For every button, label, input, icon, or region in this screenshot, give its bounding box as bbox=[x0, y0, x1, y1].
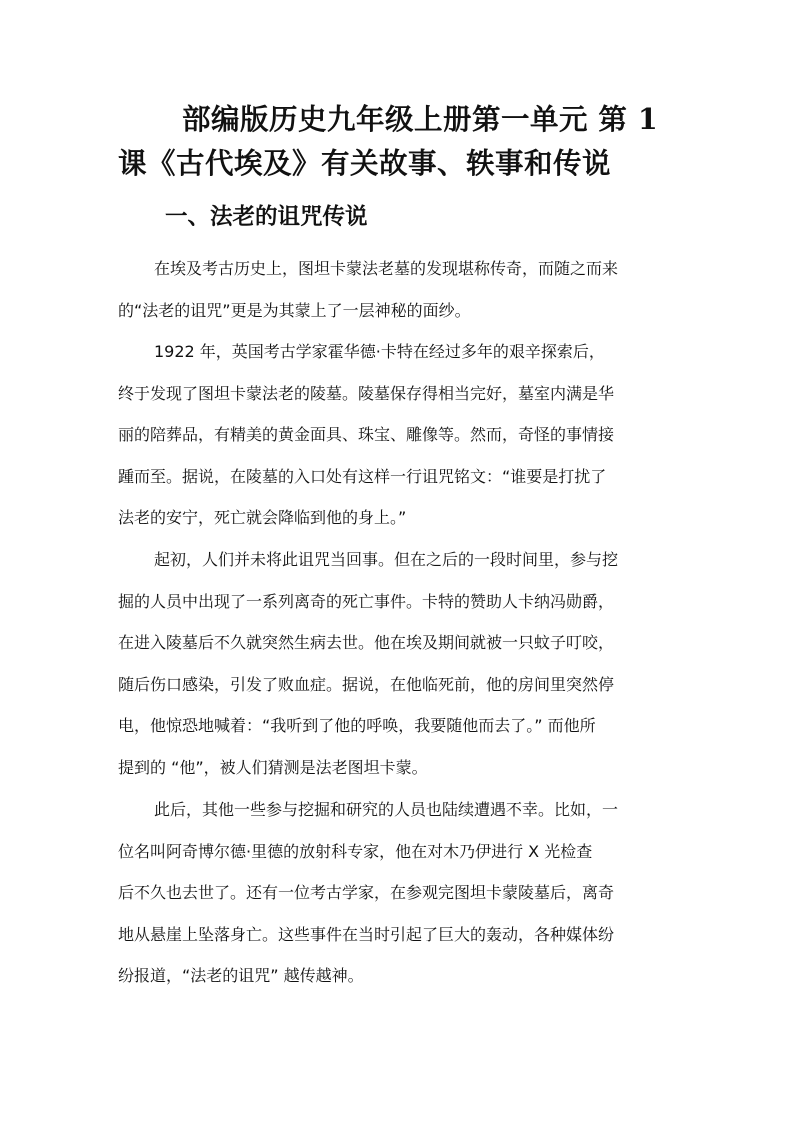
paragraph-line: 的“法老的诅咒”更是为其蒙上了一层神秘的面纱。 bbox=[118, 300, 471, 320]
paragraph bbox=[118, 539, 678, 788]
paragraph-line: 1922 年，英国考古学家霍华德·卡特在经过多年的艰辛探索后， bbox=[154, 342, 605, 361]
paragraph-3 bbox=[118, 539, 678, 788]
paragraph-line: 随后伤口感染，引发了败血症。据说，在他临死前，他的房间里突然停 bbox=[118, 674, 615, 694]
paragraph-line: 在进入陵墓后不久就突然生病去世。他在埃及期间就被一只蚊子叮咬， bbox=[118, 633, 615, 652]
paragraph bbox=[118, 248, 678, 331]
paragraph-line: 位名叫阿奇博尔德·里德的放射科专家，他在对木乃伊进行 X 光检查 bbox=[118, 841, 593, 861]
paragraph-line: 终于发现了图坦卡蒙法老的陵墓。陵墓保存得相当完好，墓室内满是华 bbox=[118, 383, 615, 403]
paragraph-line: 电，他惊恐地喊着：“我听到了他的呼唤，我要随他而去了。” 而他所 bbox=[118, 716, 596, 735]
paragraph-line: 掘的人员中出现了一系列离奇的死亡事件。卡特的赞助人卡纳冯勋爵， bbox=[118, 591, 615, 611]
paragraph-line: 法老的安宁，死亡就会降临到他的身上。” bbox=[118, 508, 407, 527]
paragraph-line: 后不久也去世了。还有一位考古学家，在参观完图坦卡蒙陵墓后，离奇 bbox=[118, 883, 615, 902]
paragraph-1 bbox=[118, 248, 678, 331]
paragraph bbox=[118, 789, 678, 997]
document-title bbox=[118, 97, 698, 185]
paragraph-line: 地从悬崖上坠落身亡。这些事件在当时引起了巨大的轰动，各种媒体纷 bbox=[118, 924, 615, 944]
paragraph-line: 此后，其他一些参与挖掘和研究的人员也陆续遭遇不幸。比如，一 bbox=[154, 800, 619, 819]
paragraph-line: 在埃及考古历史上，图坦卡蒙法老墓的发现堪称传奇，而随之而来 bbox=[154, 259, 619, 278]
paragraph-4 bbox=[118, 789, 678, 997]
paragraph-line: 丽的陪葬品，有精美的黄金面具、珠宝、雕像等。然而，奇怪的事情接 bbox=[118, 425, 615, 444]
section-heading: 一、法老的诅咒传说 bbox=[165, 204, 368, 230]
title-line: 课《古代埃及》有关故事、轶事和传说 bbox=[118, 146, 612, 180]
title-line: 部编版历史九年级上册第一单元 第 1 bbox=[182, 102, 659, 136]
paragraph-line: 踵而至。据说，在陵墓的入口处有这样一行诅咒铭文：“谁要是打扰了 bbox=[118, 466, 607, 486]
paragraph-line: 起初，人们并未将此诅咒当回事。但在之后的一段时间里，参与挖 bbox=[154, 550, 619, 569]
paragraph-2 bbox=[118, 331, 678, 539]
paragraph-line: 提到的 “他”，被人们猜测是法老图坦卡蒙。 bbox=[118, 757, 428, 777]
paragraph bbox=[118, 331, 678, 539]
paragraph-line: 纷报道，“法老的诅咒” 越传越神。 bbox=[118, 966, 364, 985]
